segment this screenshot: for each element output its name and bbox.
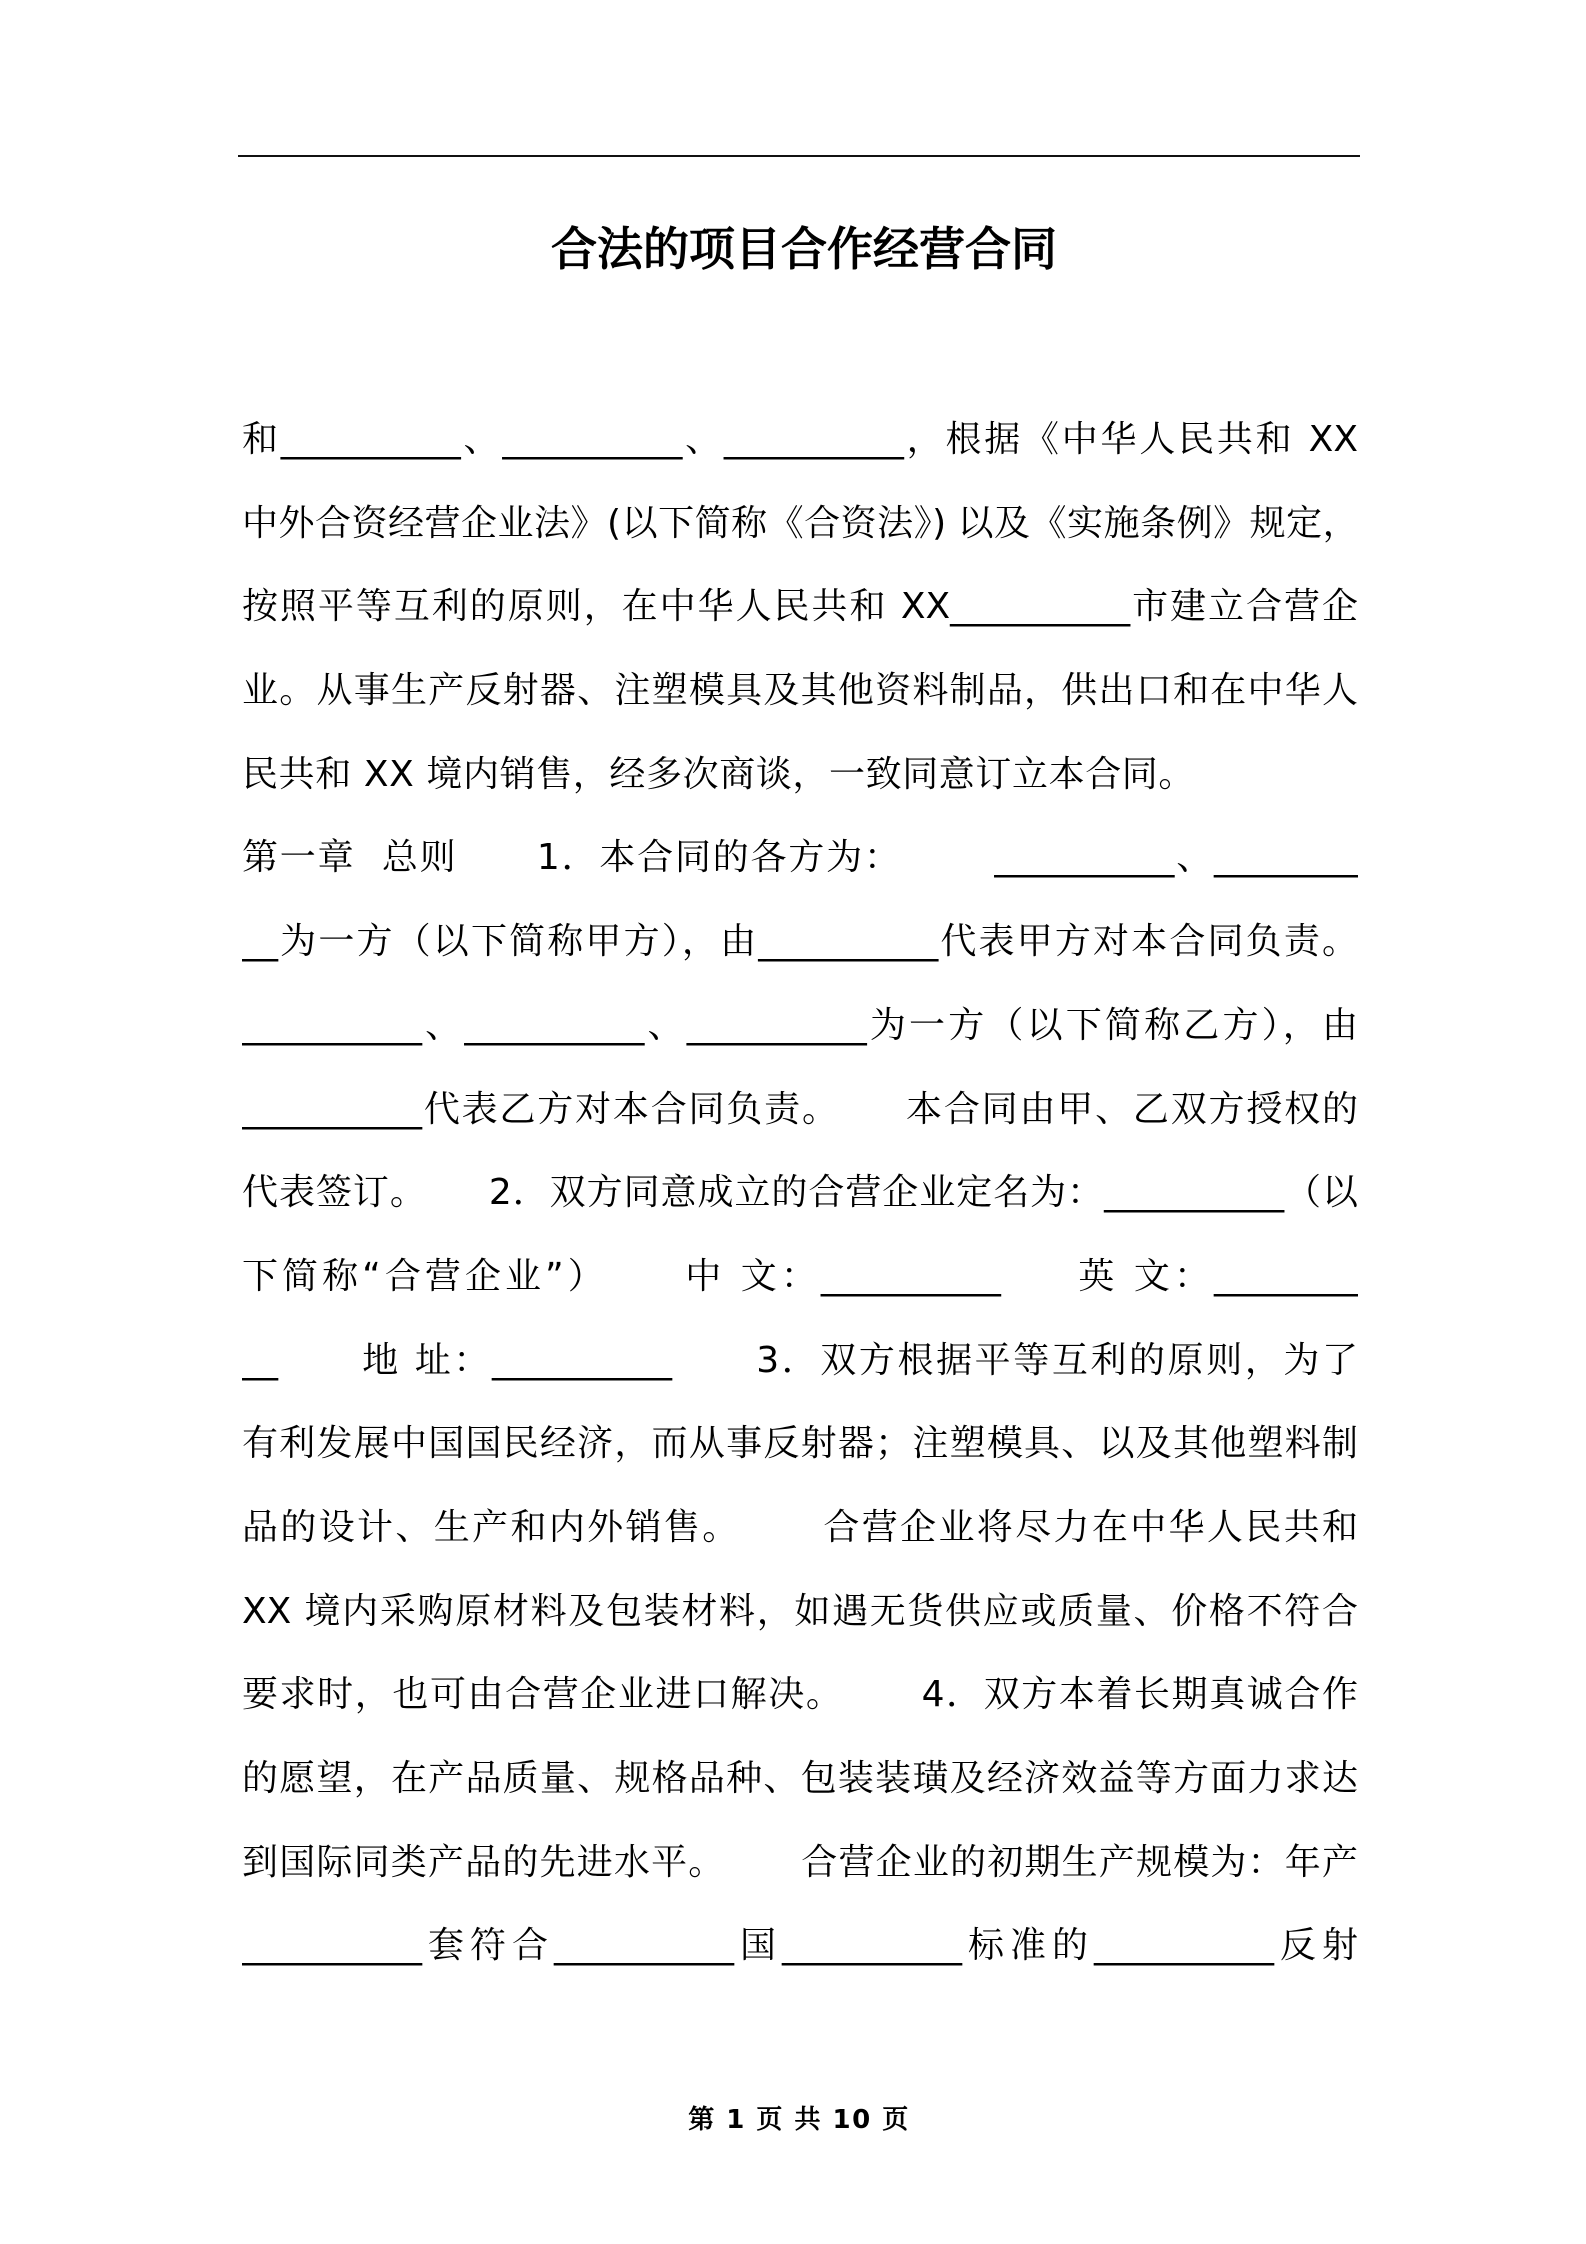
contract-text-line: 的愿望，在产品质量、规格品种、包装装璜及经济效益等方面力求达 <box>242 1758 1358 1799</box>
page-number-footer: 第 1 页 共 10 页 <box>688 2105 910 2135</box>
contract-text-line: 业。从事生产反射器、注塑模具及其他资料制品，供出口和在中华人 <box>242 670 1358 712</box>
contract-text-line: 按照平等互利的原则，在中华人民共和 XX__________市建立合营企 <box>242 586 1358 628</box>
contract-text-line: 下简称“合营企业”） 中 文：__________ 英 文：________ <box>242 1255 1358 1297</box>
contract-body <box>242 398 1358 1988</box>
contract-text-line: 有利发展中国国民经济，而从事反射器；注塑模具、以及其他塑料制 <box>242 1423 1358 1465</box>
contract-text-line: 要求时，也可由合营企业进口解决。 4．双方本着长期真诚合作 <box>242 1674 1358 1716</box>
contract-text-line: XX 境内采购原材料及包装材料，如遇无货供应或质量、价格不符合 <box>242 1590 1358 1632</box>
contract-text-line: __ 地 址：__________ 3．双方根据平等互利的原则，为了 <box>242 1339 1358 1381</box>
document-title: 合法的项目合作经营合同 <box>551 222 1057 276</box>
contract-text-line: __________代表乙方对本合同负责。 本合同由甲、乙双方授权的 <box>242 1088 1358 1130</box>
contract-text-line: __________套符合__________国__________标准的__________反射 <box>242 1925 1358 1967</box>
contract-text-line: 品的设计、生产和内外销售。 合营企业将尽力在中华人民共和 <box>242 1506 1358 1548</box>
contract-text-line: __________、__________、__________为一方（以下简称乙方），由 <box>242 1004 1358 1046</box>
contract-text-line: __为一方（以下简称甲方），由__________代表甲方对本合同负责。 <box>242 921 1358 963</box>
contract-text-line: 代表签订。 2．双方同意成立的合营企业定名为：__________（以 <box>242 1172 1358 1214</box>
contract-text-line: 民共和 XX 境内销售，经多次商谈，一致同意订立本合同。 <box>242 753 1196 795</box>
header-rule <box>238 155 1360 157</box>
contract-text-line: 到国际同类产品的先进水平。 合营企业的初期生产规模为：年产 <box>242 1841 1358 1883</box>
contract-text-line: 第一章 总则 1．本合同的各方为： __________、________ <box>242 837 1358 879</box>
contract-text-line: 中外合资经营企业法》(以下简称《合资法》) 以及《实施条例》规定， <box>242 502 1358 544</box>
contract-text-line: 和__________、__________、__________，根据《中华人民共和 XX <box>242 419 1358 460</box>
